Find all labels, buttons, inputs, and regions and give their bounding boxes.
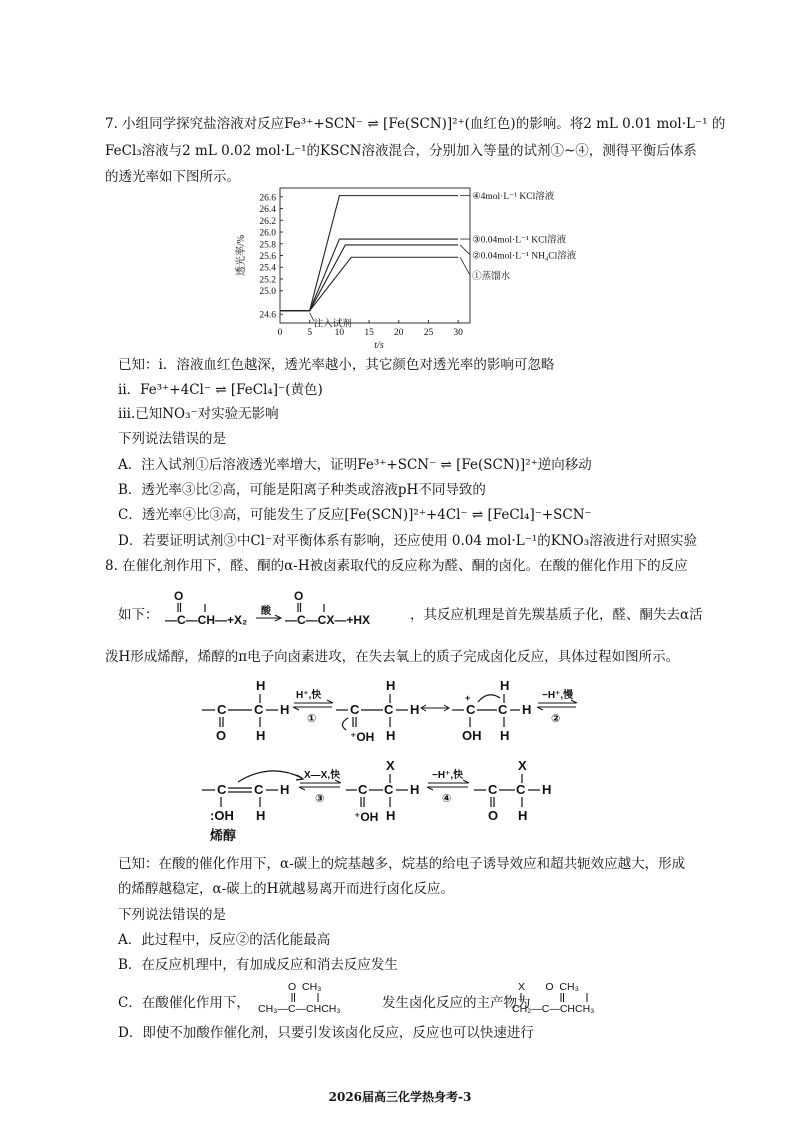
series-leader-4 — [460, 257, 470, 275]
svg-text:OH: OH — [462, 728, 482, 743]
svg-text:C: C — [217, 782, 227, 797]
y-tick-label: 26.0 — [259, 228, 276, 239]
svg-text:CH₃—C—CHCH₃: CH₃—C—CHCH₃ — [258, 1003, 341, 1015]
series-line-4 — [280, 257, 458, 310]
svg-text:H: H — [386, 728, 396, 743]
svg-text:O: O — [488, 808, 499, 823]
q7-known-iii: iii.已知NO₃⁻对实验无影响 — [118, 406, 279, 422]
svg-text:酸: 酸 — [261, 606, 271, 617]
svg-text:O: O — [294, 589, 304, 603]
svg-text:H: H — [542, 782, 552, 797]
q8-known-line1: 已知：在酸的催化作用下，α-碳上的烷基越多，烷基的给电子诱导效应和超共轭效应越大，形成 — [118, 856, 686, 872]
x-tick-label: 0 — [277, 328, 283, 338]
series-line-1 — [280, 196, 458, 311]
svg-text:X O CH₃: X O CH₃ — [518, 981, 579, 993]
mech-halogenated-cation — [346, 758, 419, 824]
y-tick-label: 25.6 — [259, 252, 276, 262]
svg-text:X—X,快: X—X,快 — [304, 770, 341, 781]
svg-text:H: H — [500, 678, 510, 693]
y-axis-label: 透光率/% — [236, 234, 247, 277]
svg-text:H: H — [410, 702, 420, 717]
svg-text:C: C — [254, 702, 264, 717]
q7-stem-line2: FeCl₃溶液与2 mL 0.02 mol·L⁻¹的KSCN溶液混合，分别加入等量的试剂①~④，测得平衡后体系 — [105, 143, 697, 159]
mech-step4-arrow — [427, 768, 469, 805]
mech-ketone — [202, 678, 289, 743]
svg-text:H: H — [280, 702, 290, 717]
x-tick-label: 30 — [453, 328, 463, 338]
series-line-3 — [280, 245, 458, 311]
svg-text:C: C — [350, 702, 360, 717]
chart-frame — [280, 188, 470, 323]
q8-stem-line1: 8. 在催化剂作用下，醛、酮的α-H被卤素取代的反应称为醛、酮的卤化。在酸的催化作用下的反应 — [105, 558, 688, 574]
q8-eq-prefix: 如下： — [118, 607, 159, 623]
y-tick-label: 25.0 — [259, 287, 276, 298]
svg-text:—C—CX—+HX: —C—CX—+HX — [285, 613, 371, 627]
y-tick-label: 26.4 — [259, 205, 276, 216]
series-label-1: ④4mol·L⁻¹ KCl溶液 — [472, 192, 555, 203]
mech-step3-arrow — [299, 768, 341, 805]
svg-text:C: C — [498, 702, 508, 717]
svg-text:C: C — [217, 702, 227, 717]
series-label-4: ①蒸馏水 — [472, 271, 511, 282]
mech-enol — [202, 771, 303, 843]
svg-text:+: + — [465, 693, 471, 703]
svg-text:O: O — [216, 728, 227, 743]
svg-text:C: C — [254, 782, 264, 797]
x-tick-label: 25 — [423, 328, 434, 338]
q8-general-equation — [160, 588, 410, 634]
series-label-2: ③0.04mol·L⁻¹ KCl溶液 — [472, 235, 567, 246]
x-axis-label: t/s — [374, 340, 384, 351]
q7-prompt: 下列说法错误的是 — [118, 431, 226, 447]
x-tick-label: 5 — [307, 328, 313, 338]
svg-text:②: ② — [551, 713, 561, 725]
mech-carbocation — [452, 678, 531, 743]
svg-text:C: C — [384, 702, 394, 717]
q8-option-b[interactable]: B．在反应机理中，有加成反应和消去反应发生 — [118, 957, 398, 973]
q8-prompt: 下列说法错误的是 — [118, 907, 226, 923]
svg-text:X: X — [386, 758, 395, 773]
x-tick-label: 15 — [364, 328, 374, 338]
y-tick-label: 24.6 — [259, 310, 276, 321]
svg-text:H: H — [386, 808, 396, 823]
page-footer: 2026届高三化学热身考-3 — [328, 1090, 472, 1104]
y-tick-label: 25.4 — [259, 263, 276, 274]
svg-text:C: C — [358, 782, 368, 797]
svg-text:H: H — [256, 678, 266, 693]
injection-label: 注入试剂 — [313, 319, 352, 330]
mech-protonated — [336, 678, 419, 744]
svg-text:C: C — [384, 782, 394, 797]
mech-step2-arrow — [537, 688, 577, 725]
svg-text:O: O — [174, 589, 184, 603]
q8-option-c-product — [510, 980, 640, 1016]
y-tick-label: 26.2 — [259, 216, 276, 227]
q8-option-c-mid: 发生卤化反应的主产物为 — [382, 995, 531, 1011]
svg-text:③: ③ — [315, 793, 325, 805]
q7-stem-line3: 的透光率如下图所示。 — [105, 169, 240, 185]
svg-text:—C—CH—+X₂: —C—CH—+X₂ — [165, 613, 248, 627]
svg-text:C: C — [466, 702, 476, 717]
q8-stem-line2: ，其反应机理是首先羰基质子化，醛、酮失去α活 — [410, 607, 703, 623]
svg-text:H: H — [518, 808, 528, 823]
mech-product — [474, 758, 551, 823]
svg-text:CH₂—C—CHCH₃: CH₂—C—CHCH₃ — [512, 1003, 595, 1015]
svg-text:C: C — [488, 782, 498, 797]
y-tick-label: 25.2 — [259, 275, 276, 286]
q7-known-i: 已知：i．溶液血红色越深，透光率越小，其它颜色对透光率的影响可忽略 — [118, 357, 555, 373]
q8-option-d[interactable]: D．即使不加酸作催化剂，只要引发该卤化反应，反应也可以快速进行 — [118, 1025, 534, 1041]
svg-text:H: H — [410, 782, 420, 797]
svg-text:H: H — [256, 728, 266, 743]
q8-option-c-prefix[interactable]: C．在酸催化作用下， — [118, 995, 250, 1011]
series-label-3: ②0.04mol·L⁻¹ NH₄Cl溶液 — [472, 251, 577, 262]
transmittance-chart — [232, 182, 632, 352]
series-line-2 — [280, 239, 458, 311]
q7-option-c[interactable]: C．透光率④比③高，可能发生了反应[Fe(SCN)]²⁺+4Cl⁻ ⇌ [FeCl₄]⁻+SCN⁻ — [118, 507, 592, 523]
q7-option-d[interactable]: D．若要证明试剂③中Cl⁻对平衡体系有影响，还应使用 0.04 mol·L⁻¹的KNO₃溶液进行对照实验 — [118, 533, 698, 549]
svg-text:④: ④ — [442, 793, 452, 805]
svg-text:O CH₃: O CH₃ — [288, 981, 322, 993]
series-leader-3 — [460, 245, 470, 255]
svg-text:H: H — [256, 808, 266, 823]
svg-text:H: H — [386, 678, 396, 693]
q7-option-a[interactable]: A．注入试剂①后溶液透光率增大，证明Fe³⁺+SCN⁻ ⇌ [Fe(SCN)]²⁺逆向移动 — [118, 457, 592, 473]
y-tick-label: 26.6 — [259, 193, 276, 204]
y-tick-label: 25.8 — [259, 240, 276, 251]
q8-option-a[interactable]: A．此过程中，反应②的活化能最高 — [118, 932, 331, 948]
svg-text:⁺OH: ⁺OH — [354, 810, 379, 824]
svg-text:−H⁺,快: −H⁺,快 — [432, 770, 464, 781]
q7-known-ii: ii．Fe³⁺+4Cl⁻ ⇌ [FeCl₄]⁻(黄色) — [118, 382, 323, 398]
svg-text::OH: :OH — [210, 808, 234, 823]
q8-option-c-reactant — [256, 980, 386, 1016]
svg-text:X: X — [518, 758, 527, 773]
x-tick-label: 20 — [394, 328, 404, 338]
svg-text:H: H — [280, 782, 290, 797]
q8-stem-line3: 泼H形成烯醇，烯醇的π电子向卤素进攻，在失去氧上的质子完成卤化反应，具体过程如图所示。 — [105, 649, 680, 665]
svg-text:H: H — [500, 728, 510, 743]
q7-stem-line1: 7. 小组同学探究盐溶液对反应Fe³⁺+SCN⁻ ⇌ [Fe(SCN)]²⁺(血红色)的影响。将2 mL 0.01 mol·L⁻¹ 的 — [105, 116, 726, 132]
q8-mechanism-diagram — [200, 678, 640, 848]
svg-text:H: H — [522, 702, 532, 717]
svg-text:−H⁺,慢: −H⁺,慢 — [542, 690, 574, 701]
q8-known-line2: 的烯醇越稳定，α-碳上的H就越易离开而进行卤化反应。 — [118, 881, 454, 897]
mech-step1-arrow — [293, 688, 333, 725]
q7-option-b[interactable]: B．透光率③比②高，可能是阳离子种类或溶液pH不同导致的 — [118, 482, 486, 498]
svg-text:烯醇: 烯醇 — [210, 828, 237, 843]
svg-text:C: C — [516, 782, 526, 797]
svg-text:⁺OH: ⁺OH — [350, 730, 375, 744]
svg-text:①: ① — [307, 713, 317, 725]
x-tick-label: 10 — [334, 328, 345, 338]
svg-text:H⁺,快: H⁺,快 — [296, 690, 322, 701]
